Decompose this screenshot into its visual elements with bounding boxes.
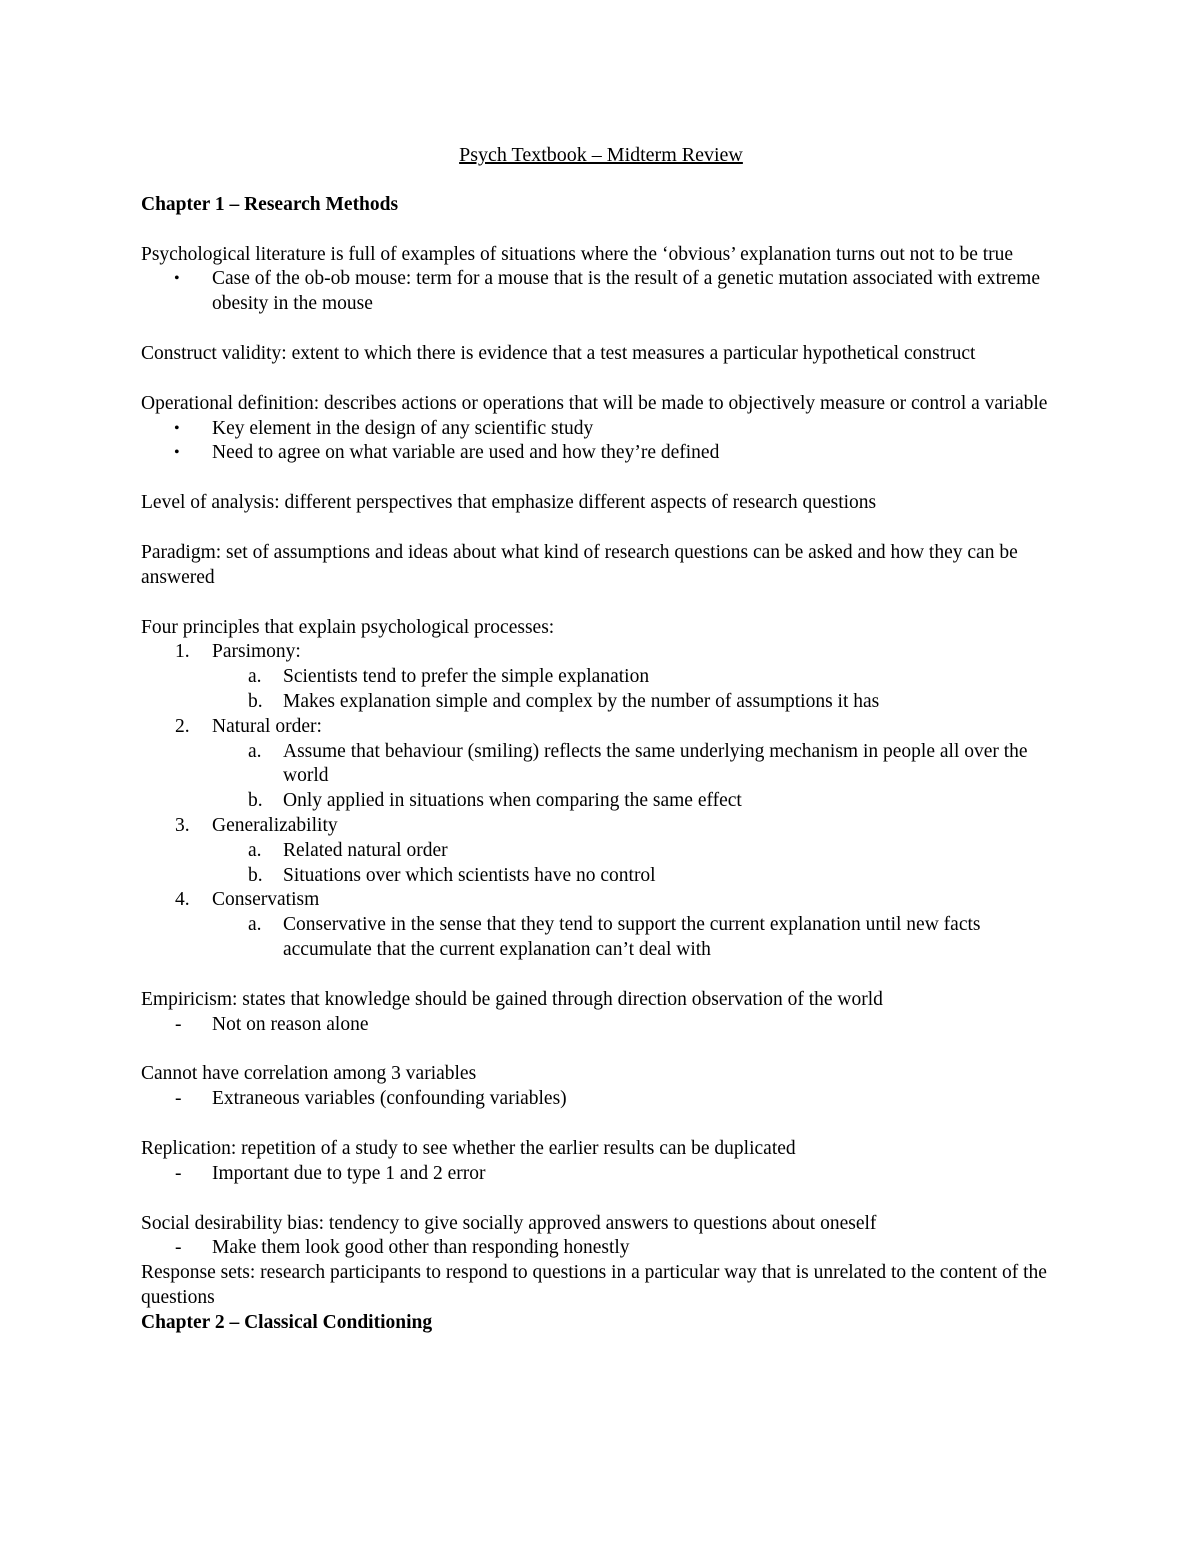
paragraph-replication: Replication: repetition of a study to see whether the earlier results can be duplicated [141, 1137, 796, 1159]
sub-item-text: Makes explanation simple and complex by the number of assumptions it has [283, 690, 880, 712]
sub-item-text: Related natural order [283, 839, 448, 861]
paragraph-level-of-analysis: Level of analysis: different perspectives that emphasize different aspects of research questions [141, 492, 877, 514]
chapter-1-heading: Chapter 1 – Research Methods [141, 193, 399, 215]
list-item [141, 417, 1061, 442]
sub-item [212, 740, 1061, 790]
list-item [141, 1236, 1061, 1261]
section-social-desirability [141, 1212, 1061, 1262]
bullet-marker: • [174, 270, 180, 288]
list-number: 4. [175, 889, 190, 911]
document-title: Psych Textbook – Midterm Review [459, 144, 743, 166]
dash-list-social [141, 1236, 1061, 1261]
dash-list-correlation [141, 1087, 1061, 1112]
paragraph-response-sets: Response sets: research participants to respond to questions in a particular way that is unrelated to the content of the questions [141, 1262, 1047, 1308]
list-item-text: Need to agree on what variable are used and how they’re defined [212, 442, 720, 464]
sub-item-text: Assume that behaviour (smiling) reflects the same underlying mechanism in people all over the world [283, 740, 1028, 787]
list-letter: b. [248, 690, 263, 712]
sub-item-text: Scientists tend to prefer the simple explanation [283, 666, 650, 688]
section-operational-definition [141, 392, 1061, 466]
bullet-list-operational [141, 417, 1061, 467]
dash-marker: - [175, 1088, 182, 1110]
sub-item [212, 864, 1061, 889]
list-number: 3. [175, 814, 190, 836]
list-number: 1. [175, 641, 190, 663]
lettered-list [212, 913, 1061, 963]
list-letter: b. [248, 864, 263, 886]
sub-item-text: Situations over which scientists have no control [283, 864, 656, 886]
bullet-marker: • [174, 419, 180, 437]
section-four-principles [141, 616, 1061, 963]
list-item [141, 1087, 1061, 1112]
paragraph-four-principles: Four principles that explain psychological processes: [141, 616, 555, 638]
list-item [141, 1162, 1061, 1187]
list-item-text: Not on reason alone [212, 1013, 369, 1035]
sub-item [212, 913, 1061, 963]
sub-item-text: Conservative in the sense that they tend to support the current explanation until new facts accumulate that the current explanation can’t deal with [283, 914, 981, 960]
dash-marker: - [175, 1013, 182, 1035]
list-letter: a. [248, 839, 262, 861]
sub-item [212, 690, 1061, 715]
list-number: 2. [175, 715, 190, 737]
paragraph-correlation: Cannot have correlation among 3 variables [141, 1063, 477, 1085]
paragraph-empiricism: Empiricism: states that knowledge should be gained through direction observation of the world [141, 988, 883, 1010]
paragraph-construct-validity: Construct validity: extent to which there is evidence that a test measures a particular hypothetical construct [141, 342, 976, 364]
list-item [141, 1013, 1061, 1038]
paragraph-literature: Psychological literature is full of examples of situations where the ‘obvious’ explanation turns out not to be true [141, 243, 1014, 265]
principle-label: Generalizability [212, 814, 338, 836]
principle-label: Conservatism [212, 889, 320, 911]
section-replication [141, 1137, 1061, 1187]
list-letter: a. [248, 914, 262, 936]
dash-marker: - [175, 1162, 182, 1184]
list-item [141, 267, 1061, 317]
dash-list-empiricism [141, 1013, 1061, 1038]
list-item-text: Important due to type 1 and 2 error [212, 1162, 486, 1184]
list-item-text: Case of the ob-ob mouse: term for a mouse that is the result of a genetic mutation associated with extreme obesity in the mouse [212, 268, 1040, 315]
section-empiricism [141, 988, 1061, 1038]
principle-item [141, 640, 1061, 714]
list-letter: a. [248, 740, 262, 762]
lettered-list [212, 839, 1061, 889]
numbered-list-principles [141, 640, 1061, 962]
sub-item-text: Only applied in situations when comparing the same effect [283, 790, 742, 812]
dash-marker: - [175, 1237, 182, 1259]
principle-item [141, 888, 1061, 962]
paragraph-paradigm: Paradigm: set of assumptions and ideas about what kind of research questions can be asked and how they can be answered [141, 541, 1018, 588]
list-item-text: Make them look good other than responding honestly [212, 1237, 630, 1259]
list-letter: a. [248, 666, 262, 688]
bullet-list-literature [141, 267, 1061, 317]
dash-list-replication [141, 1162, 1061, 1187]
list-item-text: Extraneous variables (confounding variables) [212, 1088, 567, 1110]
lettered-list [212, 665, 1061, 715]
principle-label: Parsimony: [212, 641, 301, 663]
bullet-marker: • [174, 444, 180, 462]
sub-item [212, 665, 1061, 690]
document-page [141, 143, 1061, 1335]
paragraph-operational-definition: Operational definition: describes actions or operations that will be made to objectively measure or control a variable [141, 392, 1048, 414]
list-letter: b. [248, 790, 263, 812]
chapter-2-heading: Chapter 2 – Classical Conditioning [141, 1311, 433, 1333]
paragraph-social-desirability: Social desirability bias: tendency to give socially approved answers to questions about oneself [141, 1212, 877, 1234]
section-correlation [141, 1062, 1061, 1112]
principle-item [141, 715, 1061, 814]
section-literature [141, 243, 1061, 317]
principle-item [141, 814, 1061, 888]
sub-item [212, 789, 1061, 814]
principle-label: Natural order: [212, 715, 322, 737]
sub-item [212, 839, 1061, 864]
lettered-list [212, 740, 1061, 814]
list-item-text: Key element in the design of any scientific study [212, 417, 594, 439]
list-item [141, 441, 1061, 466]
